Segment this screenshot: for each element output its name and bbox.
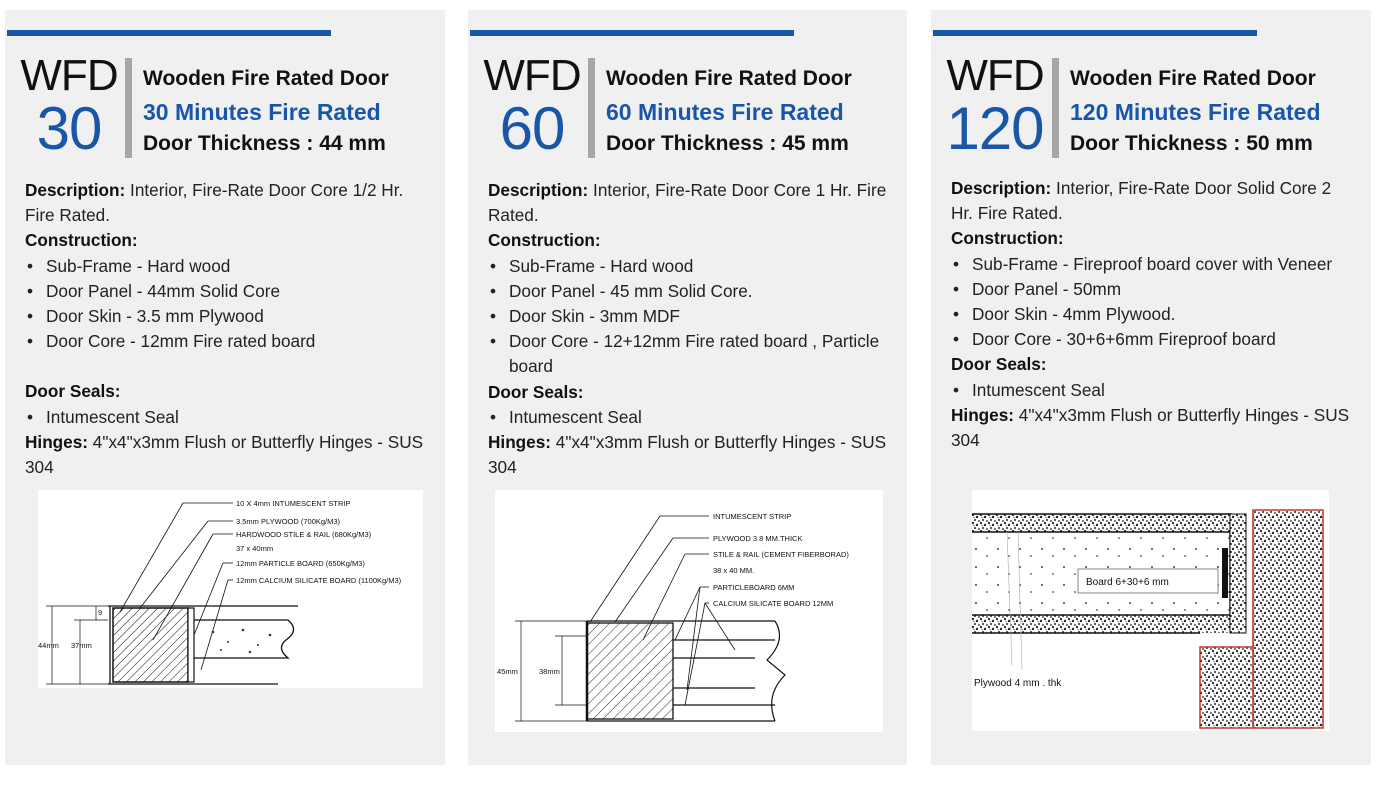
- product-title: Wooden Fire Rated Door: [606, 67, 852, 90]
- construction-label: Construction:: [25, 230, 138, 251]
- drawing-label: 37 x 40mm: [236, 544, 274, 553]
- card-accent-bar: [7, 30, 331, 36]
- list-item: • Sub-Frame - Hard wood: [488, 254, 893, 279]
- plywood-label: Plywood 4 mm . thk: [974, 678, 1062, 689]
- description-value: Interior, Fire-Rate Door Core 1 Hr. Fire Rated.: [488, 180, 887, 226]
- divider: [1052, 58, 1059, 158]
- code-number: 30: [36, 95, 102, 162]
- card-header: [143, 62, 389, 160]
- list-item: • Intumescent Seal: [488, 405, 893, 430]
- seals-label: Door Seals:: [488, 381, 584, 402]
- divider: [125, 58, 132, 158]
- description-label: Description:: [951, 178, 1052, 198]
- seals-label: Door Seals:: [25, 381, 121, 402]
- drawing-label: PLYWOOD 3.8 MM.THICK: [713, 534, 803, 543]
- hinges-value: 4"x4"x3mm Flush or Butterfly Hinges - SUS 304: [951, 404, 1350, 451]
- code-prefix: WFD: [946, 51, 1044, 100]
- list-item: • Door Skin - 4mm Plywood.: [951, 302, 1356, 327]
- product-code: [482, 51, 582, 162]
- list-item: • Door Skin - 3mm MDF: [488, 304, 893, 329]
- hinges-value: 4"x4"x3mm Flush or Butterfly Hinges - SUS 304: [25, 431, 424, 478]
- description: [951, 176, 1356, 226]
- list-item: • Intumescent Seal: [951, 378, 1356, 403]
- code-prefix: WFD: [20, 51, 118, 100]
- fire-rating: 30 Minutes Fire Rated: [143, 99, 381, 125]
- divider: [588, 58, 595, 158]
- card-header: [606, 62, 852, 160]
- product-code: [19, 51, 119, 162]
- list-item: • Door Panel - 44mm Solid Core: [25, 279, 430, 304]
- description-label: Description:: [488, 180, 589, 200]
- fire-rating: 120 Minutes Fire Rated: [1070, 99, 1321, 125]
- description: [488, 178, 893, 228]
- dimension-label: 9: [98, 608, 103, 617]
- drawing-label: 38 x 40 MM.: [713, 566, 755, 575]
- drawing-label: STILE & RAIL (CEMENT FIBERBORAD): [713, 550, 849, 559]
- hinges-label: Hinges:: [488, 432, 552, 453]
- card-accent-bar: [933, 30, 1257, 36]
- hinges-value: 4"x4"x3mm Flush or Butterfly Hinges - SUS 304: [488, 432, 887, 478]
- drawing-label: HARDWOOD STILE & RAIL (680Kg/M3): [236, 530, 372, 539]
- hinges: [488, 430, 893, 480]
- product-title: Wooden Fire Rated Door: [143, 67, 389, 90]
- description: [25, 178, 430, 228]
- section-drawing-svg: [972, 490, 1329, 731]
- drawing-label: 3.5mm PLYWOOD (700Kg/M3): [236, 517, 341, 526]
- seals-list: [488, 405, 893, 430]
- product-card-wfd30: [5, 10, 445, 765]
- section-drawing-svg: [38, 490, 423, 688]
- list-item: • Intumescent Seal: [25, 405, 430, 430]
- description-value: Interior, Fire-Rate Door Core 1/2 Hr. Fire Rated.: [25, 180, 404, 226]
- section-drawing: [495, 490, 883, 732]
- drawing-label: 10 X 4mm INTUMESCENT STRIP: [236, 499, 351, 508]
- section-drawing: [972, 490, 1329, 731]
- construction-list: [488, 254, 893, 380]
- drawing-label: 12mm CALCIUM SILICATE BOARD (1100Kg/M3): [236, 576, 402, 585]
- dimension-label: 45mm: [497, 667, 518, 676]
- hinges-label: Hinges:: [25, 431, 89, 452]
- code-prefix: WFD: [483, 51, 581, 100]
- product-title: Wooden Fire Rated Door: [1070, 67, 1316, 90]
- list-item: • Door Panel - 50mm: [951, 277, 1356, 302]
- dimension-label: 37mm: [71, 641, 92, 650]
- seals-list: [951, 378, 1356, 403]
- section-drawing-svg: [495, 490, 883, 732]
- dimension-label: 44mm: [38, 641, 59, 650]
- code-number: 120: [946, 95, 1044, 162]
- code-number: 60: [499, 95, 565, 162]
- drawing-label: CALCIUM SILICATE BOARD 12MM: [713, 599, 834, 608]
- construction-list: [951, 252, 1356, 353]
- product-code: [945, 51, 1045, 162]
- hinges-label: Hinges:: [951, 404, 1015, 425]
- list-item: • Door Panel - 45 mm Solid Core.: [488, 279, 893, 304]
- hinges: [951, 403, 1356, 453]
- card-header: [1070, 62, 1321, 160]
- card-accent-bar: [470, 30, 794, 36]
- hinges: [25, 430, 430, 480]
- drawing-label: PARTICLEBOARD 6MM: [713, 583, 795, 592]
- list-item: • Sub-Frame - Fireproof board cover with Veneer: [951, 252, 1356, 277]
- fire-rating: 60 Minutes Fire Rated: [606, 99, 844, 125]
- drawing-label: 12mm PARTICLE BOARD (650Kg/M3): [236, 559, 365, 568]
- seals-label: Door Seals:: [951, 354, 1047, 375]
- product-card-wfd60: [468, 10, 907, 765]
- list-item: • Door Core - 12mm Fire rated board: [25, 329, 430, 354]
- door-thickness: Door Thickness : 50 mm: [1070, 132, 1313, 155]
- drawing-label: INTUMESCENT STRIP: [713, 512, 792, 521]
- section-drawing: [38, 490, 423, 688]
- board-label: Board 6+30+6 mm: [1086, 577, 1169, 588]
- description-value: Interior, Fire-Rate Door Solid Core 2 Hr. Fire Rated.: [951, 178, 1332, 224]
- spec-text: [25, 178, 430, 480]
- dimension-label: 38mm: [539, 667, 560, 676]
- product-card-wfd120: [931, 10, 1371, 765]
- list-item: • Door Core - 30+6+6mm Fireproof board: [951, 327, 1356, 352]
- construction-list: [25, 254, 430, 355]
- door-thickness: Door Thickness : 44 mm: [143, 132, 386, 155]
- list-item: • Door Skin - 3.5 mm Plywood: [25, 304, 430, 329]
- spec-text: [488, 178, 893, 480]
- door-thickness: Door Thickness : 45 mm: [606, 132, 849, 155]
- description-label: Description:: [25, 180, 126, 200]
- seals-list: [25, 405, 430, 430]
- list-item: • Sub-Frame - Hard wood: [25, 254, 430, 279]
- construction-label: Construction:: [488, 230, 601, 251]
- spec-text: [951, 176, 1356, 453]
- list-item: • Door Core - 12+12mm Fire rated board , Particle board: [488, 329, 893, 379]
- construction-label: Construction:: [951, 228, 1064, 249]
